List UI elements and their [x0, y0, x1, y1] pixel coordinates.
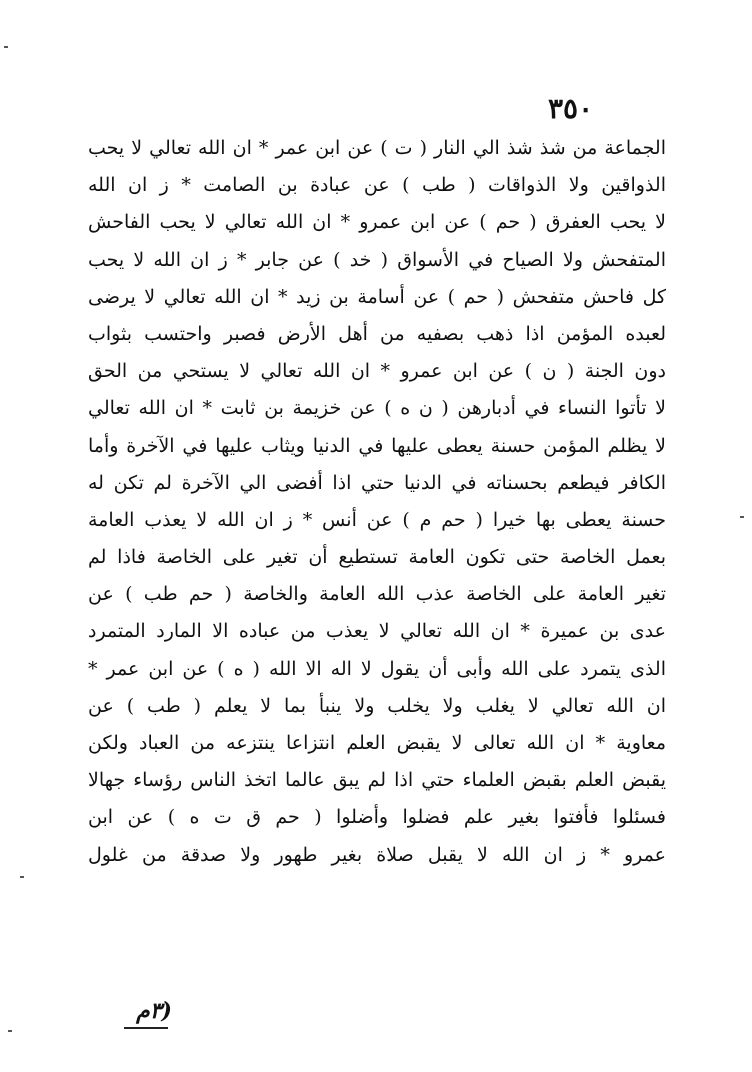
text-line: حسنة يعطى بها خيرا ( حم م ) عن أنس * ز ان الله لا يعذب العامة: [88, 508, 666, 531]
text-line: تغير العامة على الخاصة عذب الله العامة والخاصة ( حم طب ) عن: [88, 583, 666, 606]
text-line: كل فاحش متفحش ( حم ) عن أسامة بن زيد * ان الله تعالي لا يرضى: [88, 285, 666, 308]
scan-speck: [8, 1030, 12, 1032]
scan-speck: [20, 876, 24, 878]
text-line: عمرو * ز ان الله لا يقبل صلاة بغير طهور ولا صدقة من غلول: [88, 843, 666, 866]
text-line: فسئلوا فأفتوا بغير علم فضلوا وأضلوا ( حم ق ت ه ) عن ابن: [88, 806, 666, 829]
scan-speck: [740, 516, 744, 518]
text-line: يقبض العلم بقبض العلماء حتي اذا لم يبق عالما اتخذ الناس رؤساء جهالا: [88, 769, 666, 792]
text-line: الذى يتمرد على الله وأبى أن يقول لا اله الا الله ( ه ) عن ابن عمر *: [88, 657, 666, 680]
text-line: لا تأتوا النساء في أدبارهن ( ن ه ) عن خزيمة بن ثابت * ان الله تعالي: [88, 397, 666, 420]
text-line: الذواقين ولا الذواقات ( طب ) عن عبادة بن الصامت * ز ان الله: [88, 174, 666, 197]
text-line: لا يحب العفرق ( حم ) عن ابن عمرو * ان الله تعالي لا يحب الفاحش: [88, 211, 666, 234]
scan-speck: [4, 46, 8, 48]
signature-underline: [124, 1027, 168, 1029]
body-text: [88, 130, 666, 874]
text-line: ان الله تعالي لا يغلب ولا يخلب ولا ينبأ بما لا يعلم ( طب ) عن: [88, 694, 666, 717]
text-line: لعبده المؤمن اذا ذهب بصفيه من أهل الأرض فصبر واحتسب بثواب: [88, 322, 666, 345]
text-line: بعمل الخاصة حتى تكون العامة تستطيع أن تغير على الخاصة فاذا لم: [88, 546, 666, 569]
signature-mark: (٣م: [136, 998, 172, 1024]
text-line: المتفحش ولا الصياح في الأسواق ( خد ) عن جابر * ز ان الله لا يحب: [88, 248, 666, 271]
text-line: لا يظلم المؤمن حسنة يعطى عليها في الدنيا ويثاب عليها في الآخرة وأما: [88, 434, 666, 457]
text-line: دون الجنة ( ن ) عن ابن عمرو * ان الله تعالي لا يستحي من الحق: [88, 360, 666, 383]
text-line: عدى بن عميرة * ان الله تعالي لا يعذب من عباده الا المارد المتمرد: [88, 620, 666, 643]
text-line: معاوية * ان الله تعالى لا يقبض العلم انتزاعا ينتزعه من العباد ولكن: [88, 732, 666, 754]
text-line: الجماعة من شذ شذ الي النار ( ت ) عن ابن عمر * ان الله تعالي لا يحب: [88, 137, 666, 159]
page-number: ٣٥٠: [548, 92, 594, 125]
text-line: الكافر فيطعم بحسناته في الدنيا حتي اذا أفضى الي الآخرة لم تكن له: [88, 471, 666, 494]
